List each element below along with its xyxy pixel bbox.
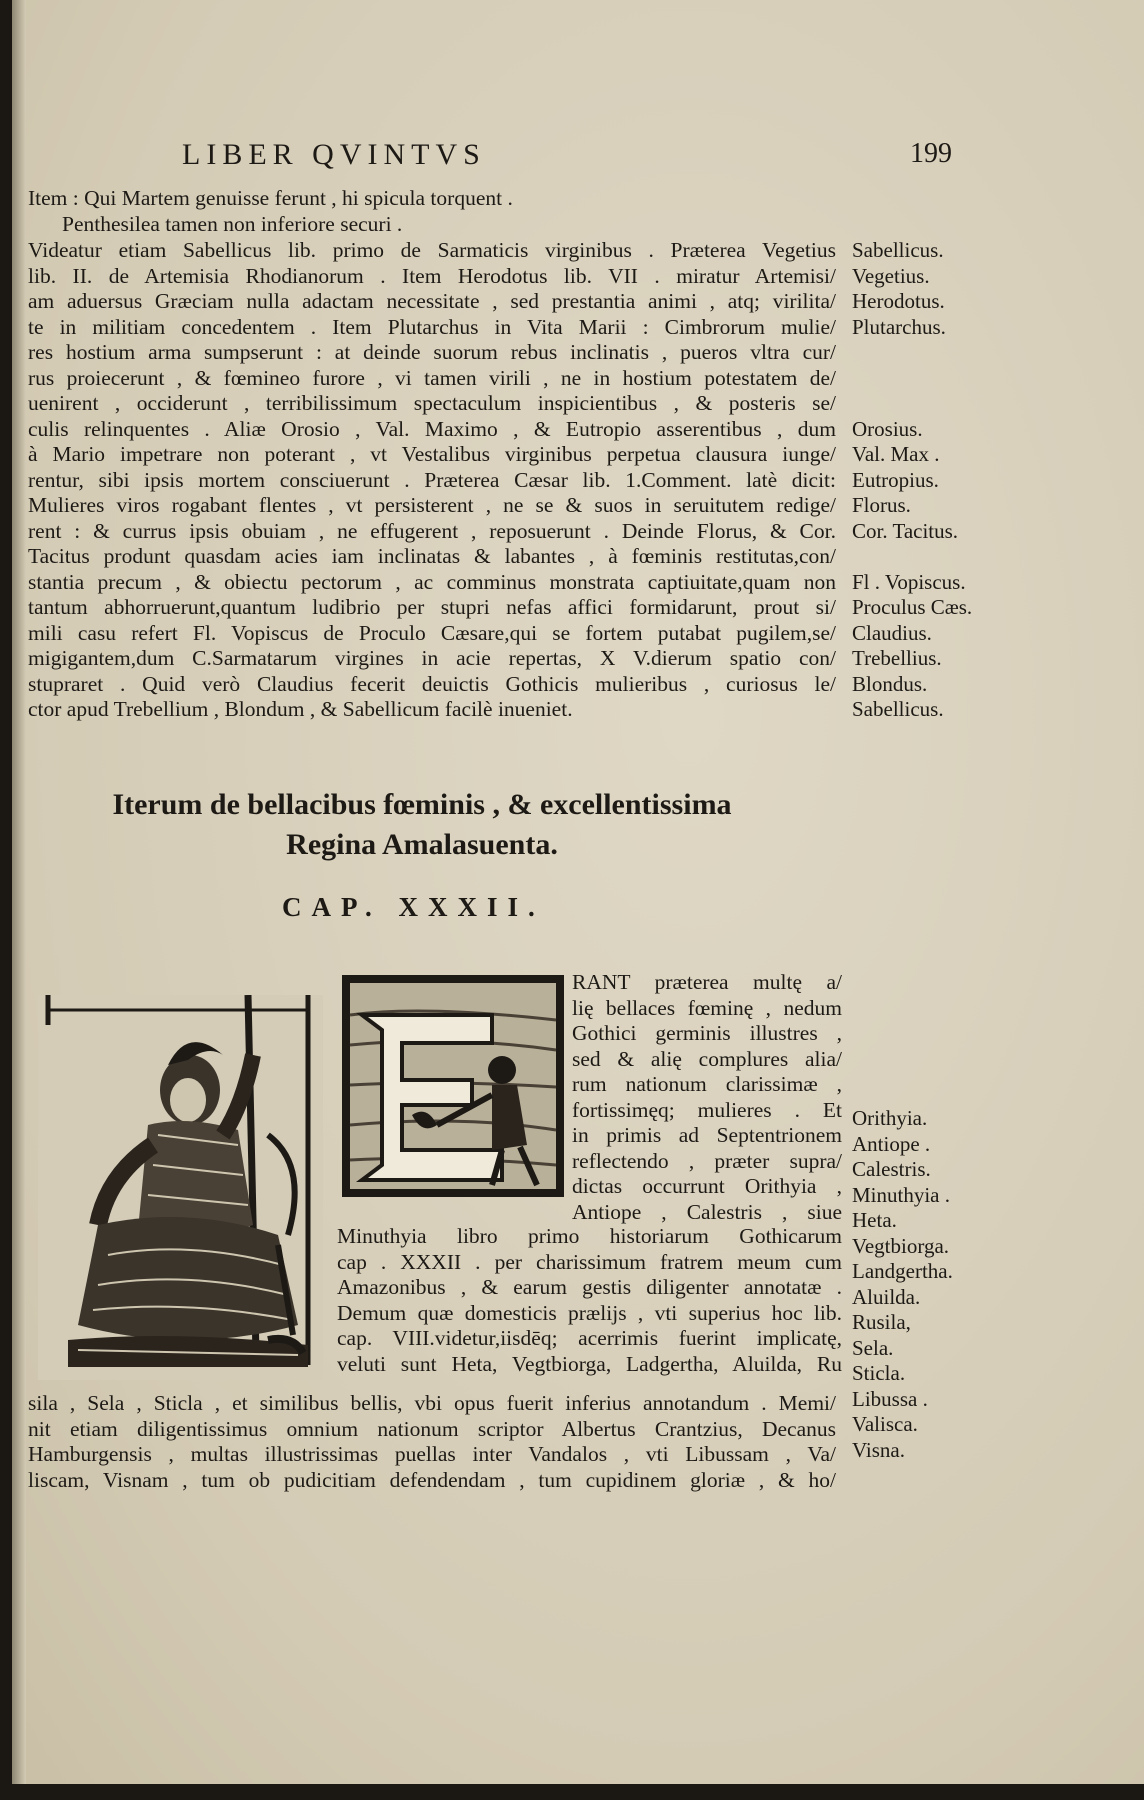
text-line: cap . XXXII . per charissimum fratrem meum cum bbox=[337, 1249, 842, 1274]
margin-note: Sabellicus. bbox=[852, 697, 944, 721]
text-line: res hostium arma sumpserunt : at deinde suorum rebus inclinatis , pueros vltra cur/ bbox=[28, 340, 836, 364]
text-line: am aduersus Græciam nulla adactam necessitate , sed prestantia animi , atq; virilita/ bbox=[28, 289, 836, 313]
margin-note: Eutropius. bbox=[852, 467, 939, 492]
chapter-title-line: Iterum de bellacibus fœminis , & excellentissima bbox=[112, 788, 732, 821]
margin-note: Antiope . bbox=[852, 1131, 931, 1156]
margin-note: Claudius. bbox=[852, 620, 932, 645]
margin-note: Minuthyia . bbox=[852, 1182, 950, 1207]
page-gutter-edge bbox=[12, 0, 26, 1784]
margin-note: Sabellicus. bbox=[852, 238, 944, 262]
text-line: cap. VIII.videtur,iisdēq; acerrimis fuerint implicatę, bbox=[337, 1326, 842, 1350]
text-line: fortissimęq; mulieres . Et bbox=[572, 1097, 842, 1122]
margin-note: Trebellius. bbox=[852, 646, 942, 670]
text-line: uenirent , occiderunt , terribilissimum spectaculum inspicientibus , & posteris se/ bbox=[28, 391, 836, 415]
text-line: rent : & currus ipsis obuiam , ne effugerent , reposuerunt . Deinde Florus, & Cor. bbox=[28, 518, 836, 543]
text-line: Gothici germinis illustres , bbox=[572, 1021, 842, 1045]
text-line: in primis ad Septentrionem bbox=[572, 1123, 842, 1147]
text-line: stantia precum , & obiectu pectorum , ac comminus monstrata captiuitate,quam non bbox=[28, 569, 836, 594]
margin-note: Sticla. bbox=[852, 1361, 906, 1385]
chapter-number: CAP. XXXII. bbox=[282, 892, 545, 922]
text-line: à Mario impetrare non poterant , vt Vestalibus virginibus perpetua clausura iunge/ bbox=[28, 442, 836, 466]
text-line: ctor apud Trebellium , Blondum , & Sabellicum facilè inueniet. bbox=[28, 697, 573, 721]
running-title: LIBER QVINTVS bbox=[182, 138, 486, 171]
text-line: RANT præterea multę a/ bbox=[572, 970, 842, 994]
margin-note: Vegtbiorga. bbox=[852, 1233, 950, 1258]
margin-note: Orithyia. bbox=[852, 1106, 928, 1130]
margin-note: Heta. bbox=[852, 1208, 897, 1232]
paragraph-1 bbox=[28, 238, 836, 723]
margin-note: Proculus Cæs. bbox=[852, 595, 973, 619]
text-line: culis relinquentes . Aliæ Orosio , Val. Maximo , & Eutropio asserentibus , dum bbox=[28, 416, 836, 441]
margin-note bbox=[852, 544, 1002, 570]
margin-note: Landgertha. bbox=[852, 1259, 953, 1283]
margin-note: Orosius. bbox=[852, 416, 923, 441]
text-line: dictas occurrunt Orithyia , bbox=[572, 1174, 842, 1198]
margin-note: Rusila, bbox=[852, 1310, 911, 1334]
text-line: sila , Sela , Sticla , et similibus bellis, vbi opus fuerit inferius annotandum . Memi/ bbox=[28, 1391, 836, 1415]
text-line: veluti sunt Heta, Vegtbiorga, Ladgertha, Aluilda, Ru bbox=[337, 1351, 842, 1376]
margin-note: Herodotus. bbox=[852, 289, 945, 313]
text-line: stupraret . Quid verò Claudius fecerit deuictis Gothicis mulieribus , curiosus le/ bbox=[28, 671, 836, 696]
text-line: Mulieres viros rogabant flentes , vt persisterent , ne se & suos in seruitutem redige/ bbox=[28, 493, 836, 517]
text-line: rentur, sibi ipsis mortem consciuerunt . Præterea Cæsar lib. 1.Comment. latè dicit: bbox=[28, 467, 836, 492]
woodcut-warrior-woman-illustration bbox=[38, 995, 323, 1380]
text-line: Amazonibus , & earum gestis diligenter annotatæ . bbox=[337, 1275, 842, 1299]
margin-note: Valisca. bbox=[852, 1412, 918, 1436]
margin-note: Aluilda. bbox=[852, 1284, 921, 1309]
decorated-initial-e bbox=[342, 975, 564, 1197]
text-line: rum nationum clarissimæ , bbox=[572, 1072, 842, 1096]
margin-note bbox=[852, 366, 1002, 392]
margin-notes-1 bbox=[852, 238, 1002, 723]
text-line: Demum quæ domesticis prælijs , vti superius hoc lib. bbox=[337, 1300, 842, 1325]
text-line: lib. II. de Artemisia Rhodianorum . Item Herodotus lib. VII . miratur Artemisi/ bbox=[28, 263, 836, 288]
margin-note: Florus. bbox=[852, 493, 911, 517]
page-number: 199 bbox=[910, 138, 952, 169]
margin-note: Blondus. bbox=[852, 671, 928, 696]
text-line: lię bellaces fœminę , nedum bbox=[572, 995, 842, 1020]
margin-note bbox=[852, 340, 1002, 366]
text-line: reflectendo , præter supra/ bbox=[572, 1148, 842, 1173]
margin-note: Cor. Tacitus. bbox=[852, 518, 959, 543]
text-line: Hamburgensis , multas illustrissimas puellas inter Vandalos , vti Libussam , Va/ bbox=[28, 1442, 836, 1466]
verse-line: Item : Qui Martem genuisse ferunt , hi spicula torquent . bbox=[28, 186, 513, 210]
margin-note: Fl . Vopiscus. bbox=[852, 569, 966, 594]
book-page bbox=[12, 0, 1144, 1784]
text-line: Minuthyia libro primo historiarum Gothicarum bbox=[337, 1224, 842, 1248]
text-line: mili casu refert Fl. Vopiscus de Proculo Cæsare,qui se fortem putabat pugilem,se/ bbox=[28, 620, 836, 645]
margin-note: Vegetius. bbox=[852, 263, 930, 288]
margin-note bbox=[852, 391, 1002, 417]
margin-note: Sela. bbox=[852, 1335, 894, 1360]
chapter-title-line: Regina Amalasuenta. bbox=[286, 828, 558, 861]
chapter-text-beside-woodcut bbox=[337, 1224, 842, 1377]
text-line: te in militiam concedentem . Item Plutarchus in Vita Marii : Cimbrorum mulie/ bbox=[28, 314, 836, 339]
margin-note: Val. Max . bbox=[852, 442, 940, 466]
chapter-text-beside-initial bbox=[572, 970, 842, 1225]
margin-notes-2 bbox=[852, 1106, 1002, 1463]
text-line: liscam, Visnam , tum ob pudicitiam defendendam , tum cupidinem gloriæ , & ho/ bbox=[28, 1467, 836, 1492]
chapter-text-full-width bbox=[28, 1391, 836, 1493]
margin-note: Plutarchus. bbox=[852, 314, 946, 339]
margin-note: Calestris. bbox=[852, 1157, 931, 1181]
text-line: nit etiam diligentissimus omnium nationum scriptor Albertus Crantzius, Decanus bbox=[28, 1416, 836, 1441]
margin-note: Libussa . bbox=[852, 1386, 928, 1411]
text-line: sed & alię complures alia/ bbox=[572, 1046, 842, 1071]
text-line: Tacitus produnt quasdam acies iam inclinatas & labantes , à fœminis restitutas,con/ bbox=[28, 544, 836, 568]
margin-note: Visna. bbox=[852, 1437, 905, 1462]
text-line: migigantem,dum C.Sarmatarum virgines in acie repertas, X V.dierum spatio con/ bbox=[28, 646, 836, 670]
text-line: rus proiecerunt , & fœmineo furore , vi tamen virili , ne in hostium potestatem de/ bbox=[28, 365, 836, 390]
text-line: Videatur etiam Sabellicus lib. primo de Sarmaticis virginibus . Præterea Vegetius bbox=[28, 238, 836, 262]
verse-line: Penthesilea tamen non inferiore securi . bbox=[62, 212, 403, 236]
text-line: tantum abhorruerunt,quantum ludibrio per stupri nefas affici formidarunt, prout si/ bbox=[28, 595, 836, 619]
text-line: Antiope , Calestris , siue bbox=[572, 1199, 842, 1224]
chapter-title bbox=[72, 785, 772, 865]
